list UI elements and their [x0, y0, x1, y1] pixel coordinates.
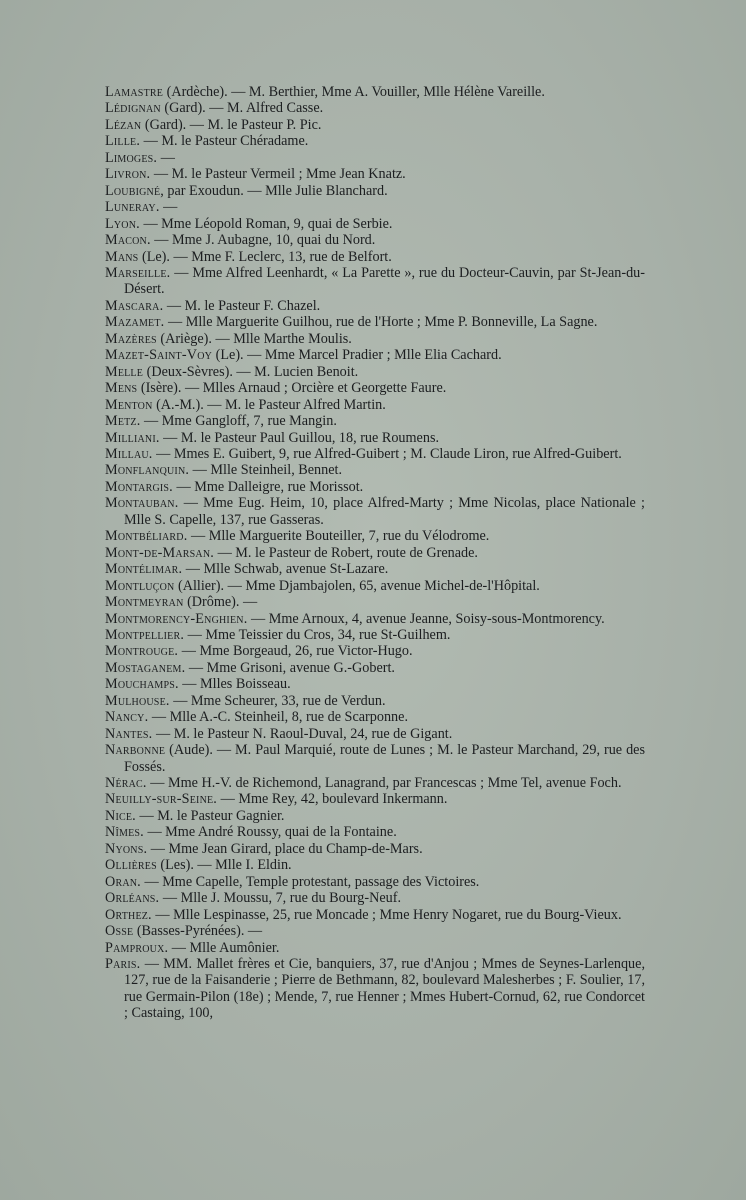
entry-text: (Drôme). —: [183, 594, 258, 611]
entry-text: (Aude). — M. Paul Marquié, route de Lunes ; M. le Pasteur Marchand, 29, rue des Fossés.: [124, 742, 645, 775]
entry-text: — Mme Jean Girard, place du Champ-de-Mars.: [147, 840, 423, 857]
place-name: Lézan: [105, 116, 142, 133]
place-name: Pamproux.: [105, 939, 169, 956]
directory-entry: [105, 545, 645, 561]
place-name: Orléans.: [105, 890, 160, 907]
entry-text: — Mlle Lespinasse, 25, rue Moncade ; Mme Henry Nogaret, rue du Bourg-Vieux.: [151, 906, 622, 923]
directory-entry: [105, 676, 645, 692]
directory-entry: [105, 841, 645, 857]
directory-entry: [105, 742, 645, 775]
place-name: Melle: [105, 363, 144, 380]
place-name: Mazet-Saint-Voy: [105, 347, 213, 364]
place-name: Monflanquin.: [105, 462, 190, 479]
directory-entry: [105, 479, 645, 495]
place-name: Nîmes.: [105, 824, 144, 841]
entry-text: — M. le Pasteur Paul Guillou, 18, rue Roumens.: [159, 429, 440, 446]
entry-text: — M. le Pasteur Chéradame.: [140, 133, 309, 150]
directory-entry: [105, 183, 645, 199]
directory-entry: [105, 643, 645, 659]
directory-entry: [105, 150, 645, 166]
entry-text: — Mlles Boisseau.: [178, 676, 291, 693]
place-name: Metz.: [105, 413, 141, 430]
entry-text: — Mme André Roussy, quai de la Fontaine.: [143, 824, 397, 841]
place-name: Luneray.: [105, 199, 160, 216]
place-name: Lédignan: [105, 100, 161, 117]
directory-entry: [105, 397, 645, 413]
place-name: Mazères: [105, 330, 157, 347]
directory-entry: [105, 874, 645, 890]
entry-text: (Gard). — M. Alfred Casse.: [160, 100, 324, 117]
directory-entry: [105, 857, 645, 873]
entry-text: — M. le Pasteur F. Chazel.: [163, 297, 321, 314]
place-name: Montauban.: [105, 495, 179, 512]
entry-text: (Basses-Pyrénées). —: [133, 923, 263, 940]
entry-text: — Mme Léopold Roman, 9, quai de Serbie.: [139, 215, 393, 232]
directory-entry: [105, 693, 645, 709]
directory-entry: [105, 907, 645, 923]
directory-entry: [105, 726, 645, 742]
directory-entry: [105, 117, 645, 133]
entry-text: (Deux-Sèvres). — M. Lucien Benoit.: [143, 363, 359, 380]
directory-entry: [105, 709, 645, 725]
entry-text: (A.-M.). — M. le Pasteur Alfred Martin.: [152, 396, 386, 413]
place-name: Nice.: [105, 807, 136, 824]
place-name: Montrouge.: [105, 643, 179, 660]
entry-text: (Allier). — Mme Djambajolen, 65, avenue Michel-de-l'Hôpital.: [174, 577, 540, 594]
directory-entry: [105, 298, 645, 314]
directory-entry: [105, 775, 645, 791]
directory-entry: [105, 133, 645, 149]
entry-text: — M. le Pasteur de Robert, route de Grenade.: [214, 544, 478, 561]
directory-entry: [105, 890, 645, 906]
directory-entry: [105, 923, 645, 939]
directory-entry: [105, 940, 645, 956]
entry-text: , par Exoudun. — Mlle Julie Blanchard.: [160, 182, 388, 199]
entry-text: — Mmes E. Guibert, 9, rue Alfred-Guibert ; M. Claude Liron, rue Alfred-Guibert.: [152, 445, 622, 462]
place-name: Menton: [105, 396, 153, 413]
directory-entry: [105, 413, 645, 429]
place-name: Lyon.: [105, 215, 140, 232]
entry-text: — M. le Pasteur Gagnier.: [135, 807, 285, 824]
entry-text: (Ariège). — Mlle Marthe Moulis.: [156, 330, 352, 347]
entry-text: — MM. Mallet frères et Cie, banquiers, 37, rue d'Anjou ; Mmes de Seynes-Larlenque, 127, rue de la Faisanderie ; Pierre de Bethmann, 82, boulevard Malesherbes ; F. Soulier, 17, rue Germain-Pilon (18e) ; Mende, 7, rue Henner ; Mmes Hubert-Cornud, 62, rue Condorcet ; Castaing, 100,: [124, 956, 645, 1022]
entry-text: (Isère). — Mlles Arnaud ; Orcière et Georgette Faure.: [137, 380, 447, 397]
entry-text: — Mlle Steinheil, Bennet.: [189, 462, 343, 479]
place-name: Osse: [105, 923, 134, 940]
entry-text: — Mlle Aumônier.: [168, 939, 280, 956]
place-name: Macon.: [105, 232, 151, 249]
entry-text: — Mme J. Aubagne, 10, quai du Nord.: [150, 232, 376, 249]
place-name: Narbonne: [105, 742, 166, 759]
place-name: Montbéliard.: [105, 528, 188, 545]
place-name: Orthez.: [105, 906, 152, 923]
place-name: Montpellier.: [105, 626, 185, 643]
entry-text: (Gard). — M. le Pasteur P. Pic.: [141, 116, 322, 133]
place-name: Milliani.: [105, 429, 160, 446]
entry-text: — Mme Rey, 42, boulevard Inkermann.: [217, 791, 448, 808]
directory-entry: [105, 627, 645, 643]
directory-entry: [105, 561, 645, 577]
directory-entry: [105, 824, 645, 840]
place-name: Mulhouse.: [105, 692, 170, 709]
entry-text: — Mme Grisoni, avenue G.-Gobert.: [185, 659, 395, 676]
directory-entry: [105, 249, 645, 265]
directory-entry: [105, 166, 645, 182]
directory-entry: [105, 611, 645, 627]
entry-text: — M. le Pasteur N. Raoul-Duval, 24, rue de Gigant.: [152, 725, 453, 742]
entry-text: (Le). — Mme F. Leclerc, 13, rue de Belfort.: [138, 248, 392, 265]
place-name: Lamastre: [105, 84, 164, 100]
place-name: Loubigné: [105, 182, 161, 199]
place-name: Livron.: [105, 166, 151, 183]
place-name: Lille.: [105, 133, 141, 150]
place-name: Mans: [105, 248, 139, 265]
entry-text: — Mme Arnoux, 4, avenue Jeanne, Soisy-sous-Montmorency.: [247, 610, 605, 627]
place-name: Montargis.: [105, 478, 173, 495]
place-name: Montélimar.: [105, 561, 183, 578]
entry-text: — Mme Gangloff, 7, rue Mangin.: [140, 413, 337, 430]
directory-entry: [105, 265, 645, 298]
place-name: Montmorency-Enghien.: [105, 610, 248, 627]
directory-entry: [105, 232, 645, 248]
place-name: Millau.: [105, 445, 153, 462]
place-name: Mens: [105, 380, 138, 397]
entry-text: — Mme H.-V. de Richemond, Lanagrand, par Francescas ; Mme Tel, avenue Foch.: [146, 775, 622, 792]
place-name: Marseille.: [105, 264, 171, 281]
directory-entry: [105, 314, 645, 330]
place-name: Mouchamps.: [105, 676, 179, 693]
entry-text: — Mlle Schwab, avenue St-Lazare.: [182, 561, 389, 578]
directory-entry: [105, 956, 645, 1022]
entry-text: — Mme Scheurer, 33, rue de Verdun.: [169, 692, 386, 709]
entry-text: — Mme Capelle, Temple protestant, passage des Victoires.: [140, 873, 480, 890]
place-name: Ollières: [105, 857, 157, 874]
entry-text: (Ardèche). — M. Berthier, Mme A. Vouiller, Mlle Hélène Vareille.: [163, 84, 545, 100]
directory-entry: [105, 808, 645, 824]
entry-text: — Mlle Marguerite Bouteiller, 7, rue du Vélodrome.: [187, 528, 490, 545]
place-name: Nantes.: [105, 725, 153, 742]
directory-entry: [105, 791, 645, 807]
directory-entry: [105, 578, 645, 594]
place-name: Mont-de-Marsan.: [105, 544, 215, 561]
directory-entry: [105, 331, 645, 347]
place-name: Montmeyran: [105, 594, 184, 611]
entry-text: — Mme Eug. Heim, 10, place Alfred-Marty ; Mme Nicolas, place Nationale ; Mlle S. Capelle, 137, rue Gasseras.: [124, 495, 645, 528]
place-name: Limoges.: [105, 149, 158, 166]
place-name: Paris.: [105, 956, 141, 973]
entry-text: — Mme Teissier du Cros, 34, rue St-Guilhem.: [184, 626, 451, 643]
entry-text: (Les). — Mlle I. Eldin.: [156, 857, 292, 874]
place-name: Mostaganem.: [105, 659, 186, 676]
place-name: Neuilly-sur-Seine.: [105, 791, 218, 808]
entry-text: — Mlle J. Moussu, 7, rue du Bourg-Neuf.: [159, 890, 401, 907]
directory-entry: [105, 84, 645, 100]
entry-text: —: [157, 149, 175, 166]
directory-entry: [105, 528, 645, 544]
directory-entry: [105, 594, 645, 610]
place-name: Mascara.: [105, 297, 164, 314]
directory-entry: [105, 100, 645, 116]
entry-text: — Mme Alfred Leenhardt, « La Parette », rue du Docteur-Cauvin, par St-Jean-du-Désert.: [124, 264, 645, 298]
directory-entry: [105, 430, 645, 446]
directory-entry: [105, 446, 645, 462]
directory-entry: [105, 364, 645, 380]
directory-entry: [105, 216, 645, 232]
directory-entry: [105, 199, 645, 215]
directory-list: [105, 84, 645, 1022]
entry-text: — Mlle A.-C. Steinheil, 8, rue de Scarponne.: [148, 709, 408, 726]
entry-text: (Le). — Mme Marcel Pradier ; Mlle Elia Cachard.: [212, 347, 502, 364]
place-name: Montluçon: [105, 577, 175, 594]
entry-text: — Mme Borgeaud, 26, rue Victor-Hugo.: [178, 643, 413, 660]
place-name: Oran.: [105, 873, 141, 890]
directory-entry: [105, 660, 645, 676]
entry-text: — M. le Pasteur Vermeil ; Mme Jean Knatz.: [150, 166, 406, 183]
place-name: Mazamet.: [105, 314, 165, 331]
place-name: Nérac.: [105, 775, 147, 792]
directory-entry: [105, 462, 645, 478]
directory-entry: [105, 495, 645, 528]
entry-text: — Mlle Marguerite Guilhou, rue de l'Horte ; Mme P. Bonneville, La Sagne.: [164, 314, 598, 331]
directory-entry: [105, 347, 645, 363]
directory-entry: [105, 380, 645, 396]
entry-text: — Mme Dalleigre, rue Morissot.: [172, 478, 364, 495]
entry-text: —: [159, 199, 178, 216]
place-name: Nyons.: [105, 840, 148, 857]
place-name: Nancy.: [105, 709, 149, 726]
